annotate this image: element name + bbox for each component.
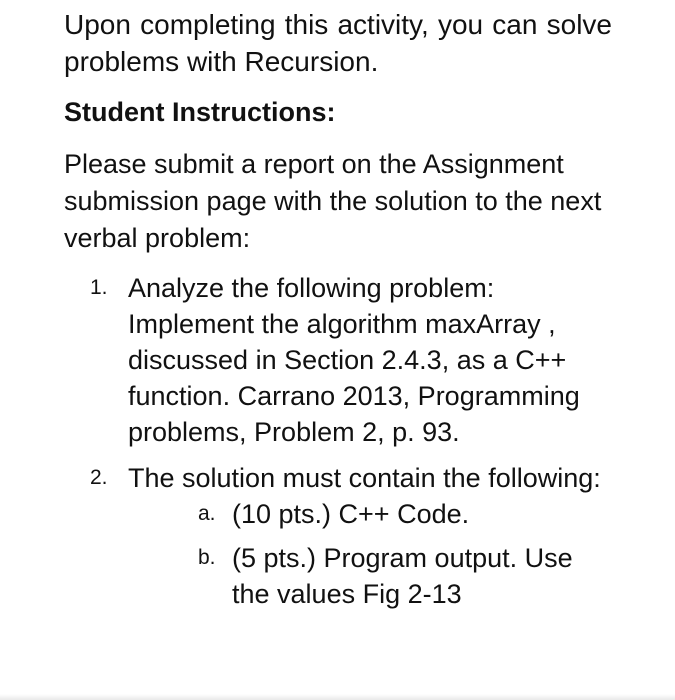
deliverable-item <box>128 496 612 532</box>
deliverable-item <box>128 540 612 612</box>
deliverables-list <box>128 496 612 612</box>
step-item <box>64 270 612 450</box>
deliverable-letter: b. <box>198 546 216 569</box>
step-item <box>64 460 612 612</box>
deliverable-letter: a. <box>198 502 216 525</box>
instructions-paragraph: Please submit a report on the Assignment submission page with the solution to the next verbal problem: <box>64 149 602 253</box>
step-number: 1. <box>90 276 108 299</box>
step-number: 2. <box>90 466 108 489</box>
assignment-document <box>64 6 612 612</box>
deliverable-text: (10 pts.) C++ Code. <box>232 499 470 529</box>
intro-text: Upon completing this activity, you can solve problems with Recursion. <box>64 9 612 77</box>
student-instructions-heading: Student Instructions: <box>64 97 336 127</box>
page-bottom-edge <box>0 694 675 700</box>
step-text: Analyze the following problem: Implement the algorithm maxArray , discussed in Section 2.4.3, as a C++ function. Carrano 2013, Programming problems, Problem 2, p. 93. <box>128 273 580 447</box>
instruction-steps <box>64 270 612 612</box>
deliverable-text: (5 pts.) Program output. Use the values Fig 2-13 <box>232 543 573 609</box>
step-text: The solution must contain the following: <box>128 463 601 493</box>
